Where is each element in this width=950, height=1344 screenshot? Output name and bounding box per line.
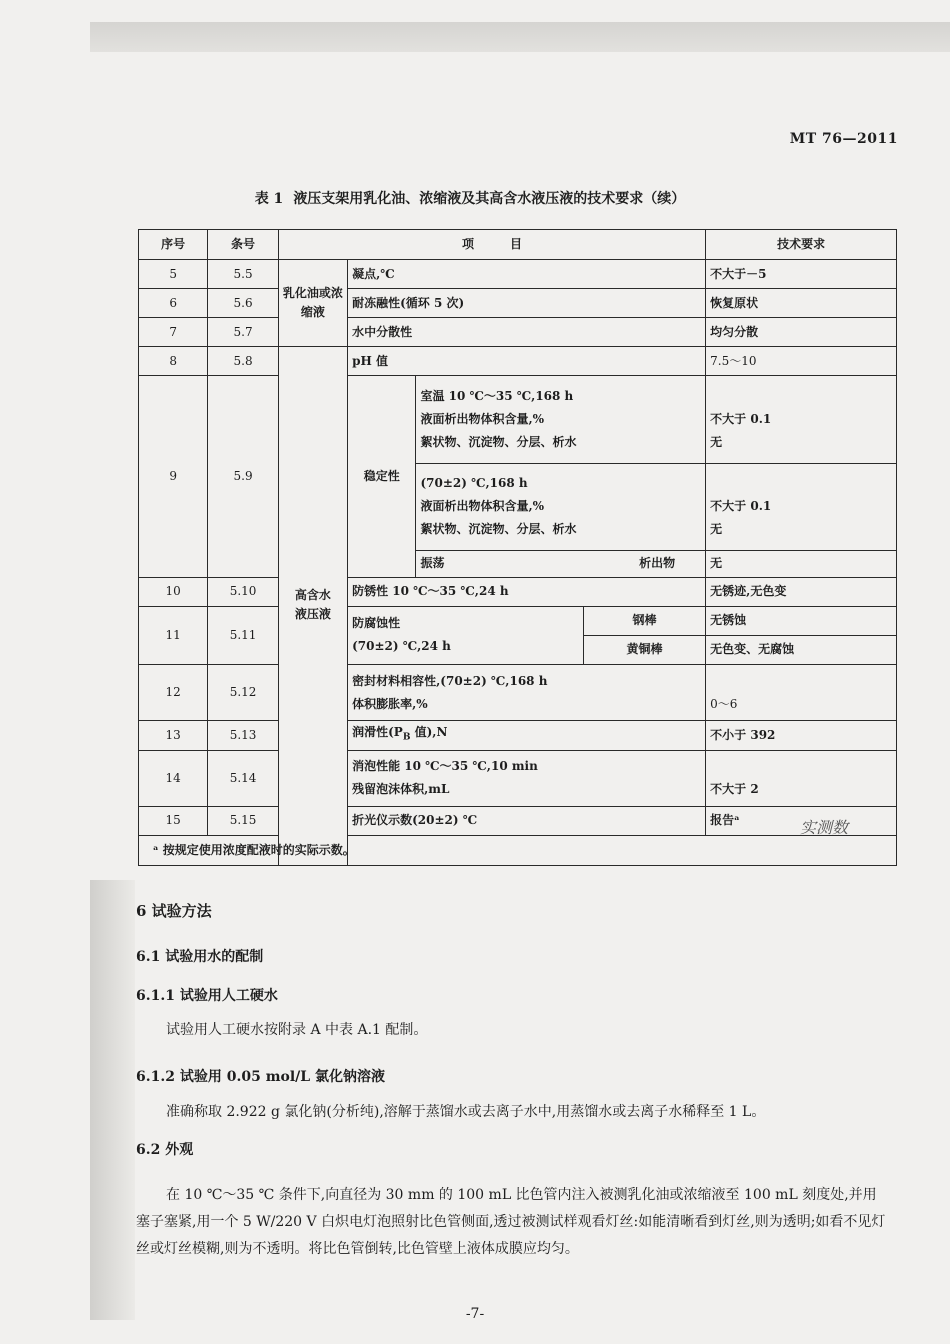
row-clause: 5.7 bbox=[208, 318, 278, 347]
row-item: 耐冻融性(循环 5 次) bbox=[348, 289, 706, 318]
row-item: pH 值 bbox=[348, 347, 706, 376]
row-clause: 5.5 bbox=[208, 260, 278, 289]
table-row bbox=[139, 721, 897, 750]
table-row bbox=[139, 376, 897, 463]
row-seq: 7 bbox=[139, 318, 208, 347]
seal-compat-line2: 体积膨胀率,% bbox=[352, 696, 428, 711]
section-6-1-1-heading: 6.1.1 试验用人工硬水 bbox=[136, 988, 278, 1004]
table-footnote: ᵃ 按规定使用浓度配液时的实际示数。 bbox=[139, 835, 897, 865]
corrosion-line1: 防腐蚀性 bbox=[352, 616, 401, 631]
lubricity-sub: B bbox=[402, 732, 411, 743]
table-row bbox=[139, 750, 897, 806]
seal-compat-req: 0～6 bbox=[710, 696, 738, 711]
precipitate-label: 析出物 bbox=[639, 556, 676, 571]
lubricity-unit: 值),N bbox=[410, 725, 448, 740]
row-item: 折光仪示数(20±2) ℃ bbox=[348, 806, 706, 835]
row-seq: 13 bbox=[139, 721, 208, 750]
row-item: 水中分散性 bbox=[348, 318, 706, 347]
table-caption bbox=[0, 188, 950, 208]
group-hwb bbox=[278, 347, 347, 866]
row-item: 防锈性 10 ℃～35 ℃,24 h bbox=[348, 577, 706, 606]
table-note-row bbox=[139, 835, 897, 865]
steel-rod-label: 钢棒 bbox=[583, 606, 705, 635]
row-clause: 5.12 bbox=[208, 665, 278, 721]
stability-room-line2: 液面析出物体积含量,% bbox=[420, 411, 545, 426]
defoam-requirement bbox=[706, 750, 897, 806]
seal-compat-requirement bbox=[706, 665, 897, 721]
row-seq: 5 bbox=[139, 260, 208, 289]
defoam-line2: 残留泡沫体积,mL bbox=[352, 782, 450, 797]
row-clause: 5.9 bbox=[208, 376, 278, 578]
stability-room-temp bbox=[416, 376, 706, 463]
stability-room-req2: 无 bbox=[710, 434, 723, 449]
header-requirement: 技术要求 bbox=[706, 230, 897, 260]
row-requirement: 不大于－5 bbox=[706, 260, 897, 289]
corrosion-line2: (70±2) ℃,24 h bbox=[352, 639, 451, 654]
row-clause: 5.8 bbox=[208, 347, 278, 376]
standard-number: MT 76—2011 bbox=[789, 131, 898, 147]
section-6-1-2-text: 准确称取 2.922 g 氯化钠(分析纯),溶解于蒸馏水或去离子水中,用蒸馏水或去离子水稀释至 1 L。 bbox=[166, 1104, 766, 1120]
table-caption-number: 表 1 bbox=[254, 191, 284, 207]
section-6-1-1-text: 试验用人工硬水按附录 A 中表 A.1 配制。 bbox=[166, 1022, 428, 1038]
section-6-heading: 6 试验方法 bbox=[136, 902, 212, 920]
row-clause: 5.15 bbox=[208, 806, 278, 835]
row-clause: 5.11 bbox=[208, 606, 278, 664]
row-seq: 8 bbox=[139, 347, 208, 376]
section-6-2-heading: 6.2 外观 bbox=[136, 1142, 194, 1158]
stability-shake bbox=[416, 550, 706, 577]
table-row bbox=[139, 806, 897, 835]
section-6-2-text: 在 10 ℃～35 ℃ 条件下,向直径为 30 mm 的 100 mL 比色管内注入被测乳化油或浓缩液至 100 mL 刻度处,并用塞子塞紧,用一个 5 W/220 V 白炽电灯泡照射比色管侧面,透过被测试样观看灯丝:如能清晰看到灯丝,则为透明;如看不见灯丝或灯丝模糊,则为不透明。将比色管倒转,比色管壁上液体成膜应均匀。 bbox=[136, 1187, 886, 1257]
stability-70c-line3: 絮状物、沉淀物、分层、析水 bbox=[420, 522, 577, 537]
defoam-item bbox=[348, 750, 706, 806]
stability-70c-req1: 不大于 0.1 bbox=[710, 499, 772, 514]
row-clause: 5.14 bbox=[208, 750, 278, 806]
row-seq: 6 bbox=[139, 289, 208, 318]
steel-rod-requirement: 无锈蚀 bbox=[706, 606, 897, 635]
stability-shake-requirement: 无 bbox=[706, 550, 897, 577]
table-row bbox=[139, 289, 897, 318]
defoam-line1: 消泡性能 10 ℃～35 ℃,10 min bbox=[352, 759, 538, 774]
stability-70c-requirement bbox=[706, 463, 897, 550]
row-requirement: 报告ᵃ bbox=[706, 806, 897, 835]
header-seq: 序号 bbox=[139, 230, 208, 260]
table-row bbox=[139, 577, 897, 606]
seal-compat-item bbox=[348, 665, 706, 721]
scan-shadow-top bbox=[90, 22, 950, 52]
group-emulsion: 乳化油或浓缩液 bbox=[278, 260, 347, 347]
stability-70c bbox=[416, 463, 706, 550]
stability-room-requirement bbox=[706, 376, 897, 463]
table-row bbox=[139, 318, 897, 347]
stability-label: 稳定性 bbox=[348, 376, 416, 578]
section-6-1-heading: 6.1 试验用水的配制 bbox=[136, 949, 264, 965]
header-clause: 条号 bbox=[208, 230, 278, 260]
stability-70c-line1: (70±2) ℃,168 h bbox=[420, 476, 528, 491]
table-row bbox=[139, 665, 897, 721]
corrosion-item bbox=[348, 606, 584, 664]
table-header-row bbox=[139, 230, 897, 260]
row-seq: 10 bbox=[139, 577, 208, 606]
row-item: 凝点,℃ bbox=[348, 260, 706, 289]
page-number: -7- bbox=[465, 1306, 485, 1322]
row-clause: 5.6 bbox=[208, 289, 278, 318]
row-requirement: 恢复原状 bbox=[706, 289, 897, 318]
defoam-req: 不大于 2 bbox=[710, 782, 759, 797]
stability-70c-req2: 无 bbox=[710, 522, 723, 537]
table-row bbox=[139, 606, 897, 635]
row-requirement: 无锈迹,无色变 bbox=[706, 577, 897, 606]
table-row bbox=[139, 347, 897, 376]
stability-room-req1: 不大于 0.1 bbox=[710, 411, 772, 426]
stability-70c-line2: 液面析出物体积含量,% bbox=[420, 499, 545, 514]
header-item: 项 目 bbox=[278, 230, 705, 260]
brass-rod-requirement: 无色变、无腐蚀 bbox=[706, 635, 897, 664]
row-seq: 12 bbox=[139, 665, 208, 721]
group-hwb-label: 高含水液压液 bbox=[294, 588, 331, 622]
row-seq: 11 bbox=[139, 606, 208, 664]
row-requirement: 7.5～10 bbox=[706, 347, 897, 376]
stability-room-line3: 絮状物、沉淀物、分层、析水 bbox=[420, 434, 577, 449]
scan-shadow-left bbox=[90, 880, 135, 1320]
section-6-1-2-heading: 6.1.2 试验用 0.05 mol/L 氯化钠溶液 bbox=[136, 1069, 385, 1085]
stability-room-line1: 室温 10 ℃～35 ℃,168 h bbox=[420, 388, 574, 403]
row-seq: 9 bbox=[139, 376, 208, 578]
table-row bbox=[139, 260, 897, 289]
spec-table bbox=[138, 229, 897, 866]
row-clause: 5.13 bbox=[208, 721, 278, 750]
lubricity-item bbox=[348, 721, 706, 750]
row-seq: 15 bbox=[139, 806, 208, 835]
row-requirement: 不小于 392 bbox=[706, 721, 897, 750]
brass-rod-label: 黄铜棒 bbox=[583, 635, 705, 664]
lubricity-text: 润滑性(P bbox=[352, 725, 403, 740]
row-requirement: 均匀分散 bbox=[706, 318, 897, 347]
row-clause: 5.10 bbox=[208, 577, 278, 606]
seal-compat-line1: 密封材料相容性,(70±2) ℃,168 h bbox=[352, 673, 548, 688]
table-caption-title: 液压支架用乳化油、浓缩液及其高含水液压液的技术要求（续） bbox=[293, 191, 686, 207]
shake-label: 振荡 bbox=[420, 556, 445, 571]
row-seq: 14 bbox=[139, 750, 208, 806]
handwritten-annotation: 实测数 bbox=[800, 818, 849, 837]
